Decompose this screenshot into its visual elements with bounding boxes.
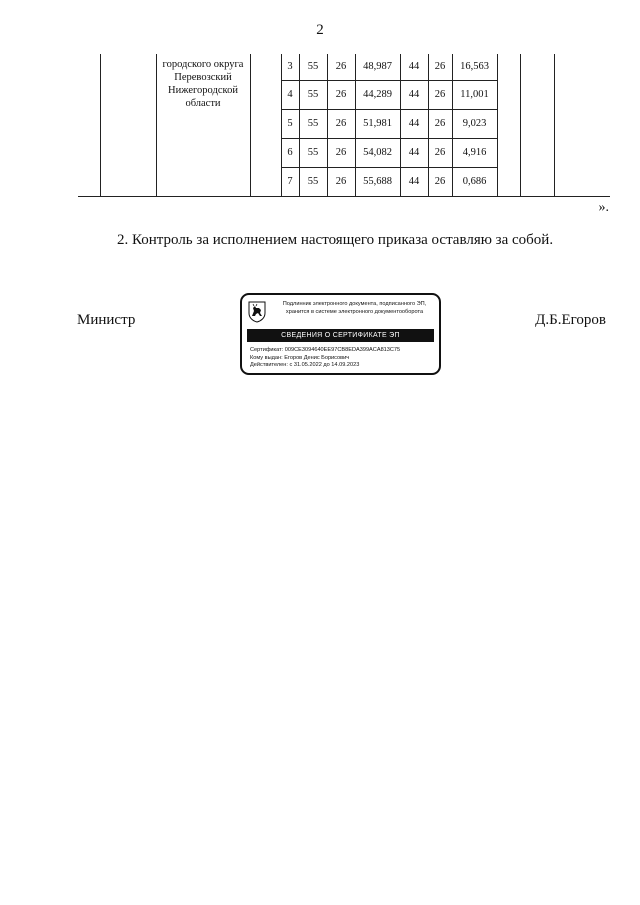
longitude-minutes-cell: 26 — [428, 54, 452, 80]
point-number-cell: 3 — [281, 54, 299, 80]
latitude-seconds-cell: 54,082 — [355, 138, 400, 167]
certificate-number: Сертификат: 009CE3094640EE97CB8EDA399ACA813C75 — [250, 347, 401, 353]
longitude-degrees-cell: 44 — [400, 109, 428, 138]
longitude-seconds-cell: 9,023 — [452, 109, 497, 138]
latitude-seconds-cell: 44,289 — [355, 80, 400, 109]
coat-of-arms-icon — [248, 301, 266, 323]
longitude-seconds-cell: 11,001 — [452, 80, 497, 109]
longitude-minutes-cell: 26 — [428, 138, 452, 167]
stamp-heading: СВЕДЕНИЯ О СЕРТИФИКАТЕ ЭП — [247, 329, 434, 342]
longitude-minutes-cell: 26 — [428, 80, 452, 109]
latitude-seconds-cell: 51,981 — [355, 109, 400, 138]
longitude-degrees-cell: 44 — [400, 54, 428, 80]
latitude-degrees-cell: 55 — [299, 167, 327, 196]
latitude-minutes-cell: 26 — [327, 109, 355, 138]
stamp-note-line: Подлинник электронного документа, подписанного ЭП, — [282, 301, 427, 307]
point-number-cell: 5 — [281, 109, 299, 138]
table-cell-blank — [497, 54, 520, 196]
point-number-cell: 7 — [281, 167, 299, 196]
certificate-validity: Действителен: с 31.05.2022 до 14.09.2023 — [250, 362, 360, 369]
stamp-details — [250, 347, 400, 370]
latitude-minutes-cell: 26 — [327, 138, 355, 167]
latitude-degrees-cell: 55 — [299, 138, 327, 167]
latitude-minutes-cell: 26 — [327, 80, 355, 109]
signer-name: Д.Б.Егоров — [535, 312, 606, 328]
coordinates-table — [78, 54, 610, 197]
latitude-seconds-cell: 55,688 — [355, 167, 400, 196]
latitude-minutes-cell: 26 — [327, 167, 355, 196]
table-row — [78, 54, 610, 80]
territory-description-cell — [156, 54, 250, 196]
latitude-seconds-cell: 48,987 — [355, 54, 400, 80]
point-number-cell: 6 — [281, 138, 299, 167]
stamp-note — [272, 301, 437, 316]
longitude-degrees-cell: 44 — [400, 138, 428, 167]
order-clause-2: 2. Контроль за исполнением настоящего приказа оставляю за собой. — [117, 232, 554, 248]
latitude-minutes-cell: 26 — [327, 54, 355, 80]
description-line: Перевозский — [174, 72, 232, 83]
description-line: городского округа — [162, 59, 244, 70]
longitude-seconds-cell: 4,916 — [452, 138, 497, 167]
longitude-seconds-cell: 0,686 — [452, 167, 497, 196]
table-cell-blank — [78, 54, 100, 196]
table-cell-blank — [100, 54, 156, 196]
table-cell-blank — [250, 54, 281, 196]
page-number: 2 — [316, 22, 324, 38]
longitude-degrees-cell: 44 — [400, 80, 428, 109]
description-line: области — [185, 98, 221, 109]
table-cell-blank — [520, 54, 554, 196]
electronic-signature-stamp — [240, 293, 441, 375]
point-number-cell: 4 — [281, 80, 299, 109]
latitude-degrees-cell: 55 — [299, 54, 327, 80]
description-line: Нижегородской — [168, 85, 238, 96]
latitude-degrees-cell: 55 — [299, 109, 327, 138]
longitude-minutes-cell: 26 — [428, 109, 452, 138]
table-cell-blank — [554, 54, 610, 196]
certificate-owner: Кому выдан: Егоров Денис Борисович — [250, 354, 350, 361]
longitude-minutes-cell: 26 — [428, 167, 452, 196]
latitude-degrees-cell: 55 — [299, 80, 327, 109]
longitude-seconds-cell: 16,563 — [452, 54, 497, 80]
stamp-note-line: хранится в системе электронного документооборота — [285, 308, 424, 315]
signer-title: Министр — [77, 312, 136, 328]
longitude-degrees-cell: 44 — [400, 167, 428, 196]
closing-quote: ». — [598, 200, 609, 215]
